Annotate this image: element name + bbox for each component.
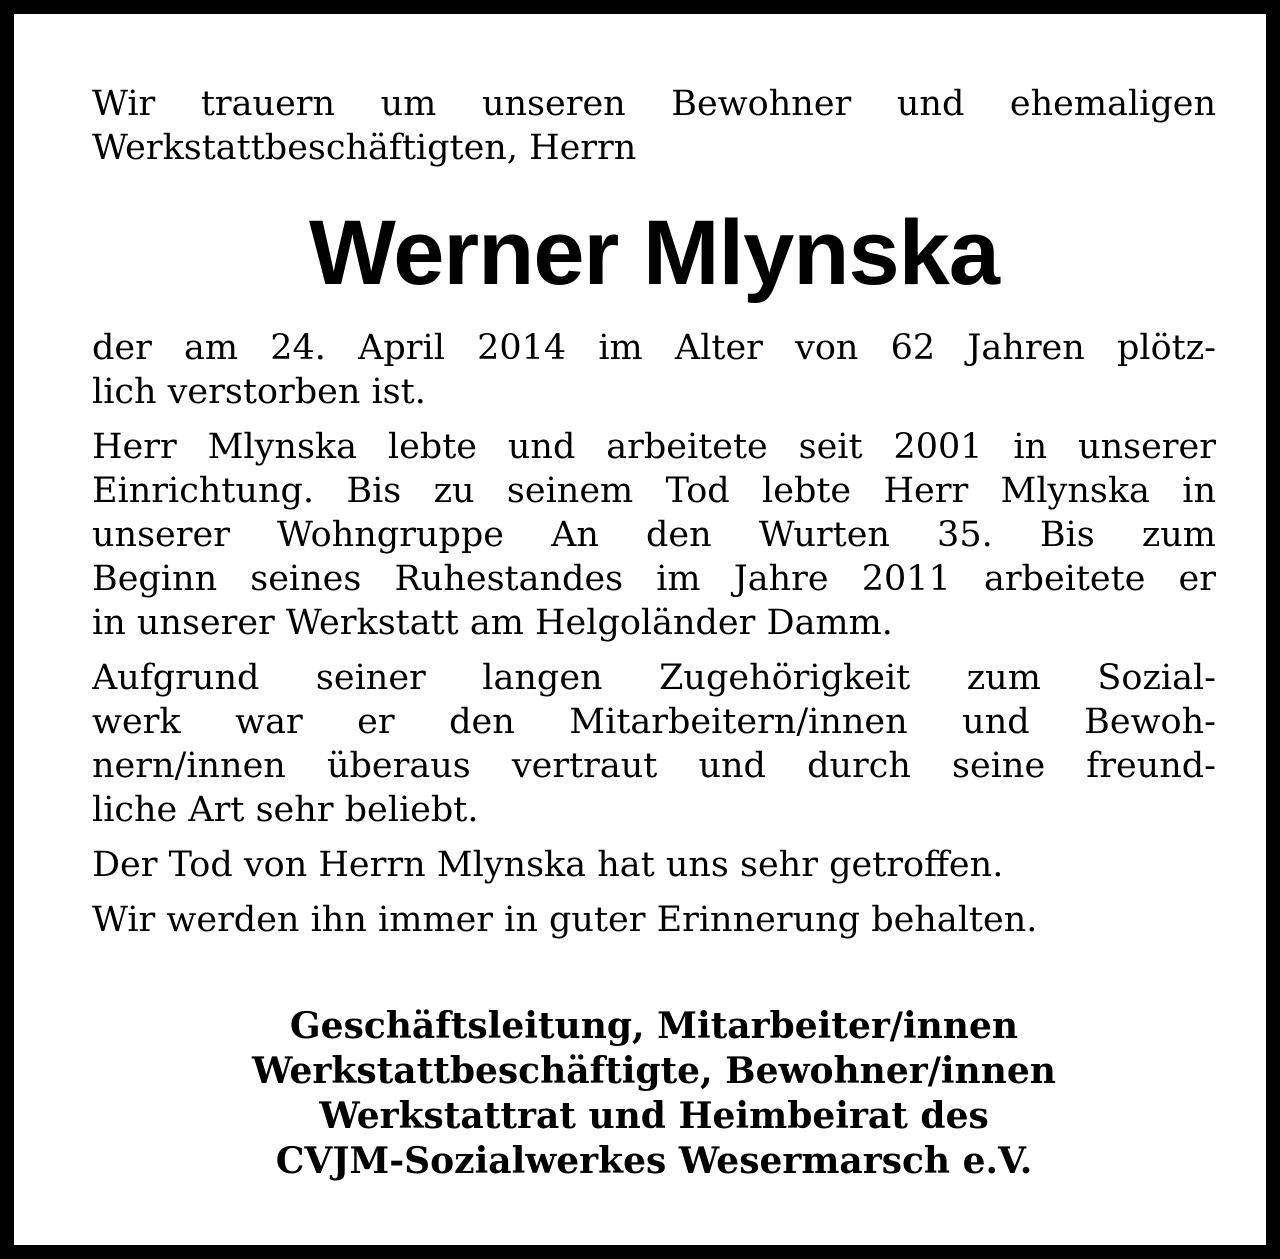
text-line: in unserer Werkstatt am Helgoländer Damm. xyxy=(92,603,893,643)
intro-line: Wir trauern um unseren Bewohner und ehemaligen xyxy=(92,84,1216,124)
text-line: werk war er den Mitarbeitern/innen und Bewoh- xyxy=(92,702,1216,742)
paragraph-death-notice xyxy=(92,326,1216,414)
text-line: liche Art sehr beliebt. xyxy=(92,790,479,830)
signature-line: Geschäftsleitung, Mitarbeiter/innen xyxy=(289,1005,1019,1047)
text-line: Einrichtung. Bis zu seinem Tod lebte Herr Mlynska in xyxy=(92,471,1216,511)
text-line: Aufgrund seiner langen Zugehörigkeit zum Sozial- xyxy=(92,658,1216,698)
paragraph-biography xyxy=(92,425,1216,645)
text-line: nern/innen überaus vertraut und durch seine freund- xyxy=(92,746,1216,786)
deceased-name: Werner Mlynska xyxy=(309,202,999,304)
paragraph-tribute xyxy=(92,656,1216,832)
text-line: unserer Wohngruppe An den Wurten 35. Bis zum xyxy=(92,515,1216,555)
text-line: lich verstorben ist. xyxy=(92,372,426,412)
paragraph-remembrance xyxy=(92,898,1216,942)
signature-line: CVJM-Sozialwerkes Wesermarsch e.V. xyxy=(275,1140,1033,1182)
text-line: Herr Mlynska lebte und arbeitete seit 2001 in unserer xyxy=(92,427,1216,467)
text-line: Beginn seines Ruhestandes im Jahre 2011 arbeitete er xyxy=(92,559,1216,599)
signature-line: Werkstattrat und Heimbeirat des xyxy=(319,1095,989,1137)
signature-block xyxy=(92,1004,1216,1184)
text-line: Der Tod von Herrn Mlynska hat uns sehr getroffen. xyxy=(92,845,1004,885)
signature-line: Werkstattbeschäftigte, Bewohner/innen xyxy=(252,1050,1056,1092)
text-line: der am 24. April 2014 im Alter von 62 Jahren plötz- xyxy=(92,328,1216,368)
paragraph-condolence xyxy=(92,843,1216,887)
text-line: Wir werden ihn immer in guter Erinnerung behalten. xyxy=(92,900,1038,940)
intro-text xyxy=(92,82,1216,170)
intro-line: Werkstattbeschäftigten, Herrn xyxy=(92,128,637,168)
obituary-content xyxy=(92,82,1216,1184)
